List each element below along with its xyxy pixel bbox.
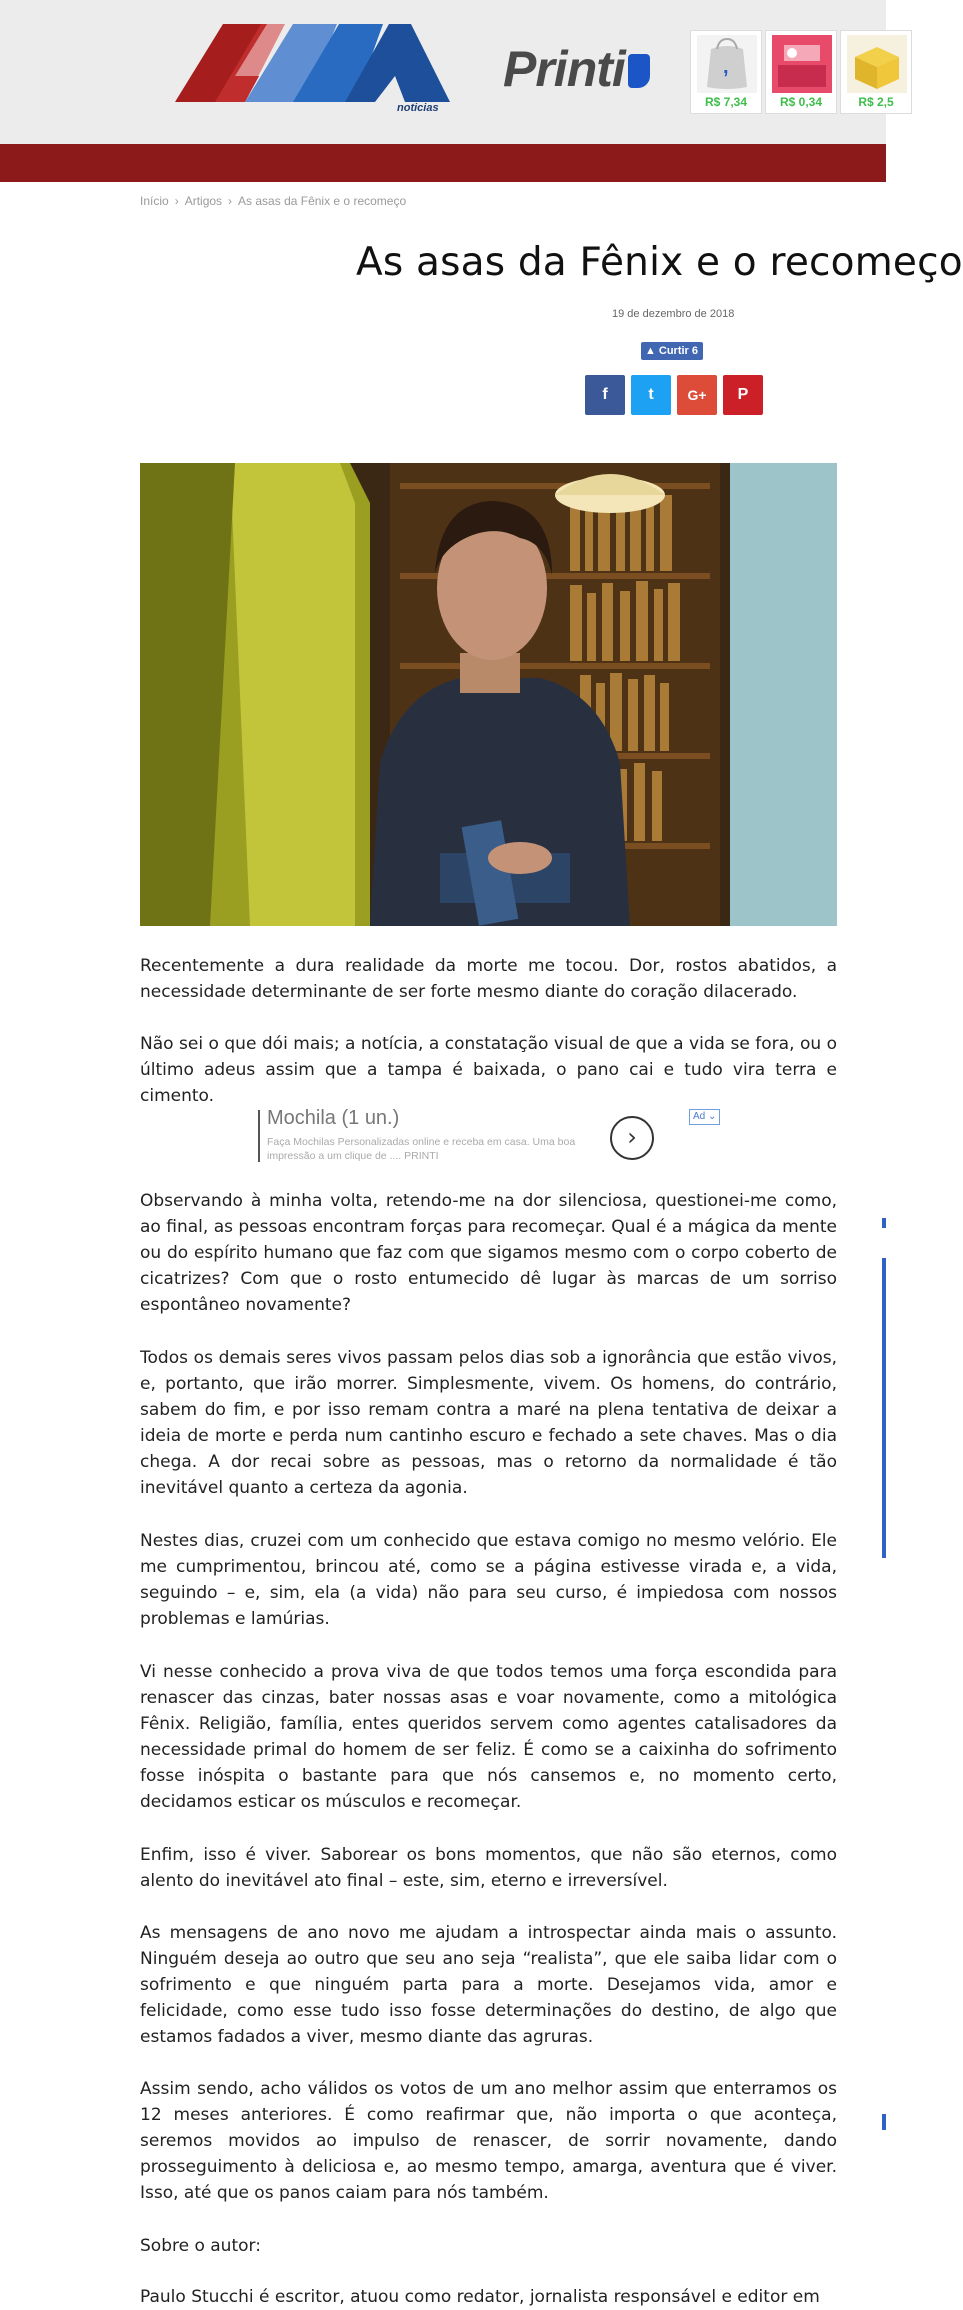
author-heading: Sobre o autor: (140, 2236, 261, 2256)
publish-date: 19 de dezembro de 2018 (612, 308, 735, 320)
product-price: R$ 0,34 (779, 95, 823, 109)
box-icon (847, 35, 907, 93)
nav-bar (0, 144, 886, 182)
product-price: R$ 2,5 (858, 95, 894, 109)
share-twitter-button[interactable] (631, 375, 671, 415)
breadcrumb (140, 194, 406, 208)
article-hero-image (140, 463, 837, 926)
svg-text:,: , (723, 56, 729, 78)
breadcrumb-category[interactable]: Artigos (184, 194, 223, 208)
twitter-icon: t (648, 386, 654, 403)
article-paragraph: Enfim, isso é viver. Saborear os bons momentos, que não são eternos, como alento do inevitável ato final – este, sim, eterno e irreversível. (140, 1845, 837, 1891)
article-paragraph: Observando à minha volta, retendo-me na dor silenciosa, questionei-me como, ao final, as pessoas encontram forças para recomeçar. Qual é a mágica da mente ou do espírito humano que faz com que sigamos mesmo com o corpo coberto de cicatrizes? Com que o rosto entumecido dê lugar às marcas de um sorriso espontâneo novamente? (140, 1191, 837, 1315)
ad-brand-label: Printi (503, 41, 625, 97)
ad-badge[interactable]: Ad ⌄ (689, 1109, 720, 1125)
article-paragraph: Recentemente a dura realidade da morte me tocou. Dor, rostos abatidos, a necessidade determinante de ser forte mesmo diante do coração dilacerado. (140, 956, 837, 1002)
site-header (0, 0, 894, 144)
breadcrumb-separator: › (174, 194, 179, 208)
article-paragraph: Não sei o que dói mais; a notícia, a constatação visual de que a vida se fora, ou o último adeus assim que a tampa é baixada, o pano cai e tudo vira terra e cimento. (140, 1034, 837, 1106)
facebook-like-button[interactable] (641, 342, 703, 360)
flyer-icon (772, 35, 832, 93)
product-price: R$ 7,34 (704, 95, 748, 109)
printi-mark-icon (628, 54, 650, 88)
share-pinterest-button[interactable] (723, 375, 763, 415)
breadcrumb-current: As asas da Fênix e o recomeço (238, 194, 407, 208)
sidebar-edge (882, 2114, 886, 2130)
bag-icon (697, 35, 757, 93)
inline-ad[interactable] (258, 1104, 658, 1168)
sidebar-edge (882, 1218, 886, 1228)
breadcrumb-separator: › (228, 194, 233, 208)
ad-title[interactable]: Mochila (1 un.) (267, 1107, 400, 1129)
article-paragraph: Vi nesse conhecido a prova viva de que todos temos uma força escondida para renascer das cinzas, bater nossas asas e voar novamente, como a mitológica Fênix. Religião, família, entes queridos servem como agentes catalisadores da necessidade primal do homem de ser feliz. É como se a caixinha do sofrimento fosse inóspita o bastante para que nós cansemos e, no momento certo, decidamos esticar os músculos e recomeçar. (140, 1662, 837, 1812)
article-paragraph: Todos os demais seres vivos passam pelos dias sob a ignorância que estão vivos, e, portanto, que irão morrer. Simplesmente, vivem. Os homens, do contrário, sabem do fim, e por isso remam contra a maré na plena tentativa de deixar a ideia de morte e perda num cantinho escuro e fechado a sete chaves. Mas o dia chega. A dor recai sobre as pessoas, mas o retorno da normalidade é tão inevitável quanto a certeza da agonia. (140, 1348, 837, 1498)
share-facebook-button[interactable] (585, 375, 625, 415)
share-google-plus-button[interactable] (677, 375, 717, 415)
ad-brand-printi[interactable] (503, 40, 650, 98)
thumbs-up-icon: ▲ (645, 345, 656, 357)
like-label: Curtir 6 (658, 345, 699, 357)
pinterest-icon: P (737, 386, 749, 403)
breadcrumb-home[interactable]: Início (140, 194, 169, 208)
article-paragraph: As mensagens de ano novo me ajudam a introspectar ainda mais o assunto. Ninguém deseja ao outro que seu ano seja “realista”, que ele saiba lidar com o sofrimento e que ninguém parta para a morte. Desejamos vida, amor e felicidade, como esse tudo isso fosse determinações do destino, de algo que estamos fadados a viver, mesmo diante das agruras. (140, 1923, 837, 2047)
ad-product-3[interactable] (840, 30, 912, 114)
page-title: As asas da Fênix e o recomeço (356, 240, 963, 285)
ad-product-2[interactable] (765, 30, 837, 114)
ad-badge-label: Ad (693, 1111, 706, 1122)
article-paragraph: Assim sendo, acho válidos os votos de um ano melhor assim que enterramos os 12 meses anteriores. É como reafirmar que, não importa o que aconteça, seremos movidos ao impulso de renascer, de sorrir novamente, dando prosseguimento à deliciosa e, ao mesmo tempo, amarga, aventura que é viver. Isso, até que os panos caiam para nós também. (140, 2079, 837, 2203)
ad-divider (258, 1110, 260, 1162)
ad-description: Faça Mochilas Personalizadas online e receba em casa. Uma boa impressão a um clique de .... PRINTI (267, 1136, 576, 1162)
facebook-icon: f (602, 386, 608, 403)
chevron-right-icon[interactable]: › (610, 1116, 654, 1160)
sidebar-banner-edge[interactable] (882, 1258, 886, 1558)
author-bio: Paulo Stucchi é escritor, atuou como redator, jornalista responsável e editor em (140, 2287, 820, 2307)
article-paragraph: Nestes dias, cruzei com um conhecido que estava comigo no mesmo velório. Ele me cumprimentou, brincou até, como se a página estivesse virada e, a vida, seguindo – e, sim, ela (a vida) não para seu curso, é impiedosa com nossos problemas e lamúrias. (140, 1531, 837, 1629)
logo-subtitle: noticias (397, 102, 439, 114)
google-plus-icon: G+ (687, 387, 707, 403)
ad-product-1[interactable] (690, 30, 762, 114)
